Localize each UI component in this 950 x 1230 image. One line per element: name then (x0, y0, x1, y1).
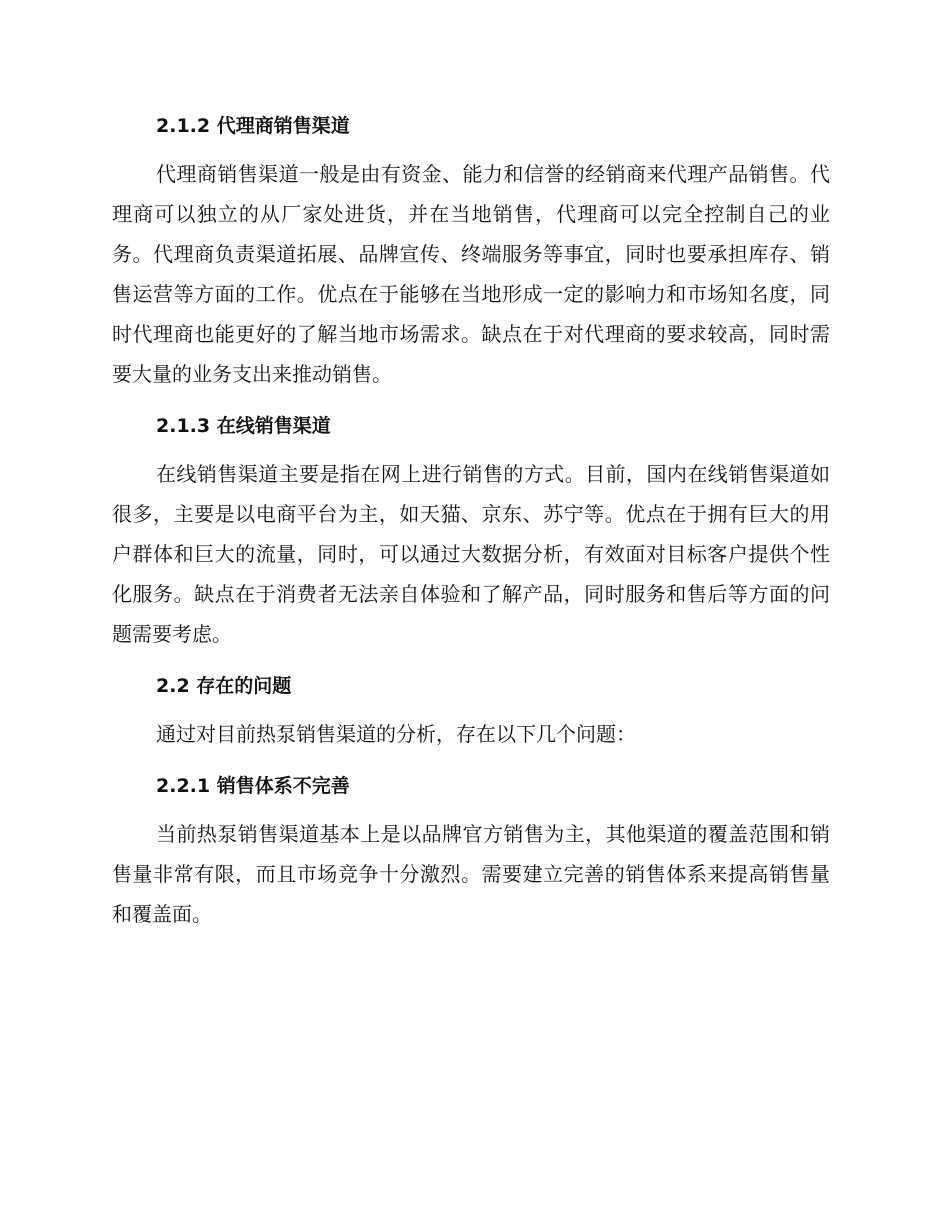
section-heading-2-1-2: 2.1.2 代理商销售渠道 (156, 115, 350, 137)
document-body (112, 104, 830, 934)
section-paragraph-2-2: 通过对目前热泵销售渠道的分析，存在以下几个问题： (156, 722, 636, 746)
section-paragraph-2-1-3: 在线销售渠道主要是指在网上进行销售的方式。目前，国内在线销售渠道如很多，主要是以电商平台为主，如天猫、京东、苏宁等。优点在于拥有巨大的用户群体和巨大的流量，同时，可以通过大数据分析，有效面对目标客户提供个性化服务。缺点在于消费者无法亲自体验和了解产品，同时服务和售后等方面的问题需要考虑。 (112, 462, 830, 646)
section-heading-2-2-1: 2.2.1 销售体系不完善 (156, 775, 350, 797)
section-heading-2-1-3: 2.1.3 在线销售渠道 (156, 415, 331, 437)
section-paragraph-2-2-1: 当前热泵销售渠道基本上是以品牌官方销售为主，其他渠道的覆盖范围和销售量非常有限，而且市场竞争十分激烈。需要建立完善的销售体系来提高销售量和覆盖面。 (112, 822, 830, 926)
section-heading-2-2: 2.2 存在的问题 (156, 675, 292, 697)
section-paragraph-2-1-2: 代理商销售渠道一般是由有资金、能力和信誉的经销商来代理产品销售。代理商可以独立的从厂家处进货，并在当地销售，代理商可以完全控制自己的业务。代理商负责渠道拓展、品牌宣传、终端服务等事宜，同时也要承担库存、销售运营等方面的工作。优点在于能够在当地形成一定的影响力和市场知名度，同时代理商也能更好的了解当地市场需求。缺点在于对代理商的要求较高，同时需要大量的业务支出来推动销售。 (112, 162, 830, 386)
